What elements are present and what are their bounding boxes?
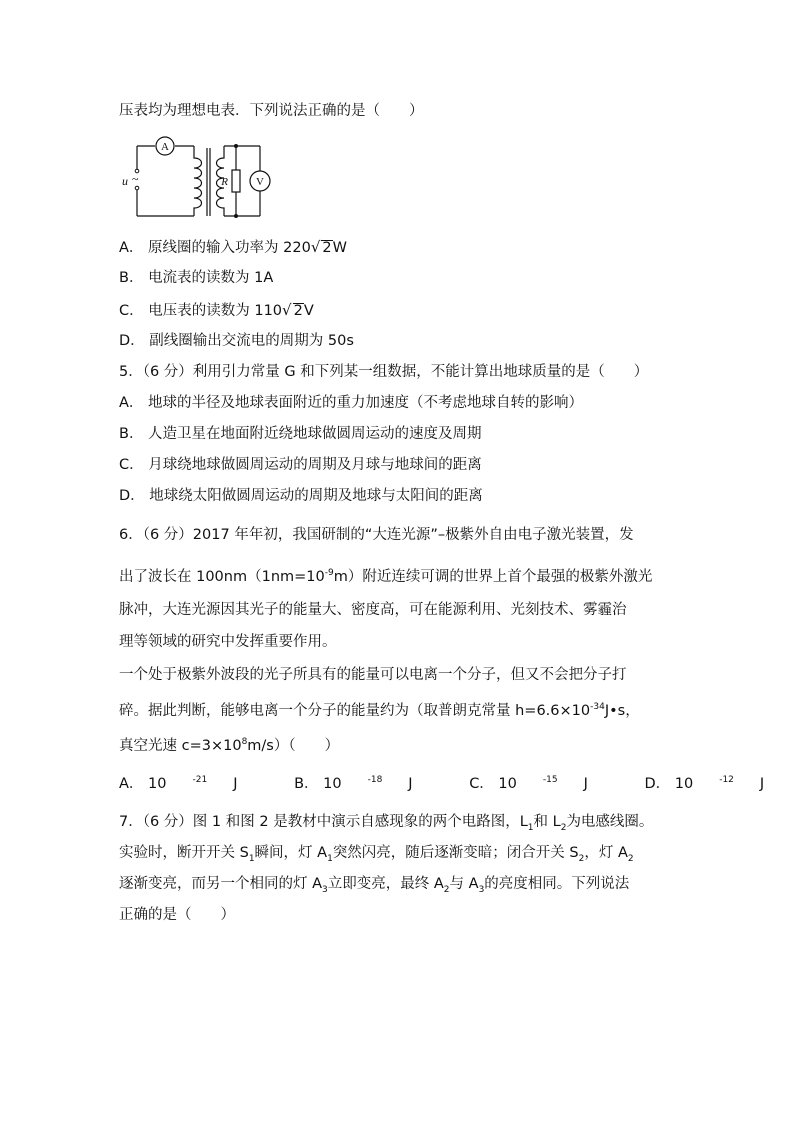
q6-line-1: 6．（6 分）2017 年年初，我国研制的“大连光源”–极紫外自由电子激光装置，发 xyxy=(119,527,634,543)
q4-stem-tail: 压表均为理想电表．下列说法正确的是（ ） xyxy=(119,103,424,119)
voltmeter-label: V xyxy=(256,176,264,188)
ac-source-icon: ~ xyxy=(132,172,139,186)
q6-option-d: D． 10 $^{-12}$ J xyxy=(644,775,765,792)
q7-line-1: 7．（6 分）图 1 和图 2 是教材中演示自感现象的两个电路图，$L_1$和 $L_2$为电感线圈。 xyxy=(119,814,654,833)
source-label: u xyxy=(122,174,128,188)
q6-option-c: C． 10 $^{-15}$ J xyxy=(469,775,588,792)
q6-option-b: B． 10 $^{-18}$ J xyxy=(294,775,413,792)
q7-line-3: 逐渐变亮，而另一个相同的灯 $A_3$立即变亮，最终 $A_2$与 $A_3$的亮度相同。下列说法 xyxy=(119,876,630,895)
q6-options xyxy=(119,774,794,796)
q5-option-b: B． 人造卫星在地面附近绕地球做圆周运动的速度及周期 xyxy=(119,426,482,442)
q7-line-2: 实验时，断开开关 $S_1$瞬间，灯 $A_1$突然闪亮，随后逐渐变暗；闭合开关 $S_2$，灯 $A_2$ xyxy=(119,845,634,864)
q6-line-5: 一个处于极紫外波段的光子所具有的能量可以电离一个分子，但又不会把分子打 xyxy=(119,667,627,683)
q6-line-2: 出了波长在 $100nm(1nm=10^{-9}m)$附近连续可调的世界上首个最强的极紫外激光 xyxy=(119,568,653,585)
q6-line-7: 真空光速 $c=3\times 10^8m/s$）（ ） xyxy=(119,737,340,754)
q5-stem: 5．（6 分）利用引力常量 G 和下列某一组数据，不能计算出地球质量的是（ ） xyxy=(119,364,649,380)
transformer-circuit-diagram xyxy=(118,136,278,222)
q5-option-c: C． 月球绕地球做圆周运动的周期及月球与地球间的距离 xyxy=(119,457,482,473)
q7-line-4: 正确的是（ ） xyxy=(119,907,235,923)
q5-option-d: D． 地球绕太阳做圆周运动的周期及地球与太阳间的距离 xyxy=(119,488,483,504)
q4-option-c: C． 电压表的读数为 110√ 2V xyxy=(119,301,314,319)
ammeter-label: A xyxy=(161,141,169,153)
q4-option-d: D． 副线圈输出交流电的周期为 50s xyxy=(119,333,354,349)
q6-line-6: 碎。据此判断，能够电离一个分子的能量约为（取普朗克常量 $h=6.6\times 10^{-34}J•s$， xyxy=(119,702,640,719)
q6-option-a: A． 10 $^{-21}$ J xyxy=(119,775,238,792)
q6-line-3: 脉冲，大连光源因其光子的能量大、密度高，可在能源利用、光刻技术、雾霾治 xyxy=(119,602,627,618)
q4-option-a: A． 原线圈的输入功率为 220√ 2W xyxy=(119,238,347,256)
resistor-label: R xyxy=(221,176,228,188)
q5-option-a: A． 地球的半径及地球表面附近的重力加速度（不考虑地球自转的影响） xyxy=(119,395,584,411)
q6-line-4: 理等领域的研究中发挥重要作用。 xyxy=(119,634,337,650)
q4-option-b: B． 电流表的读数为 1A xyxy=(119,270,274,286)
